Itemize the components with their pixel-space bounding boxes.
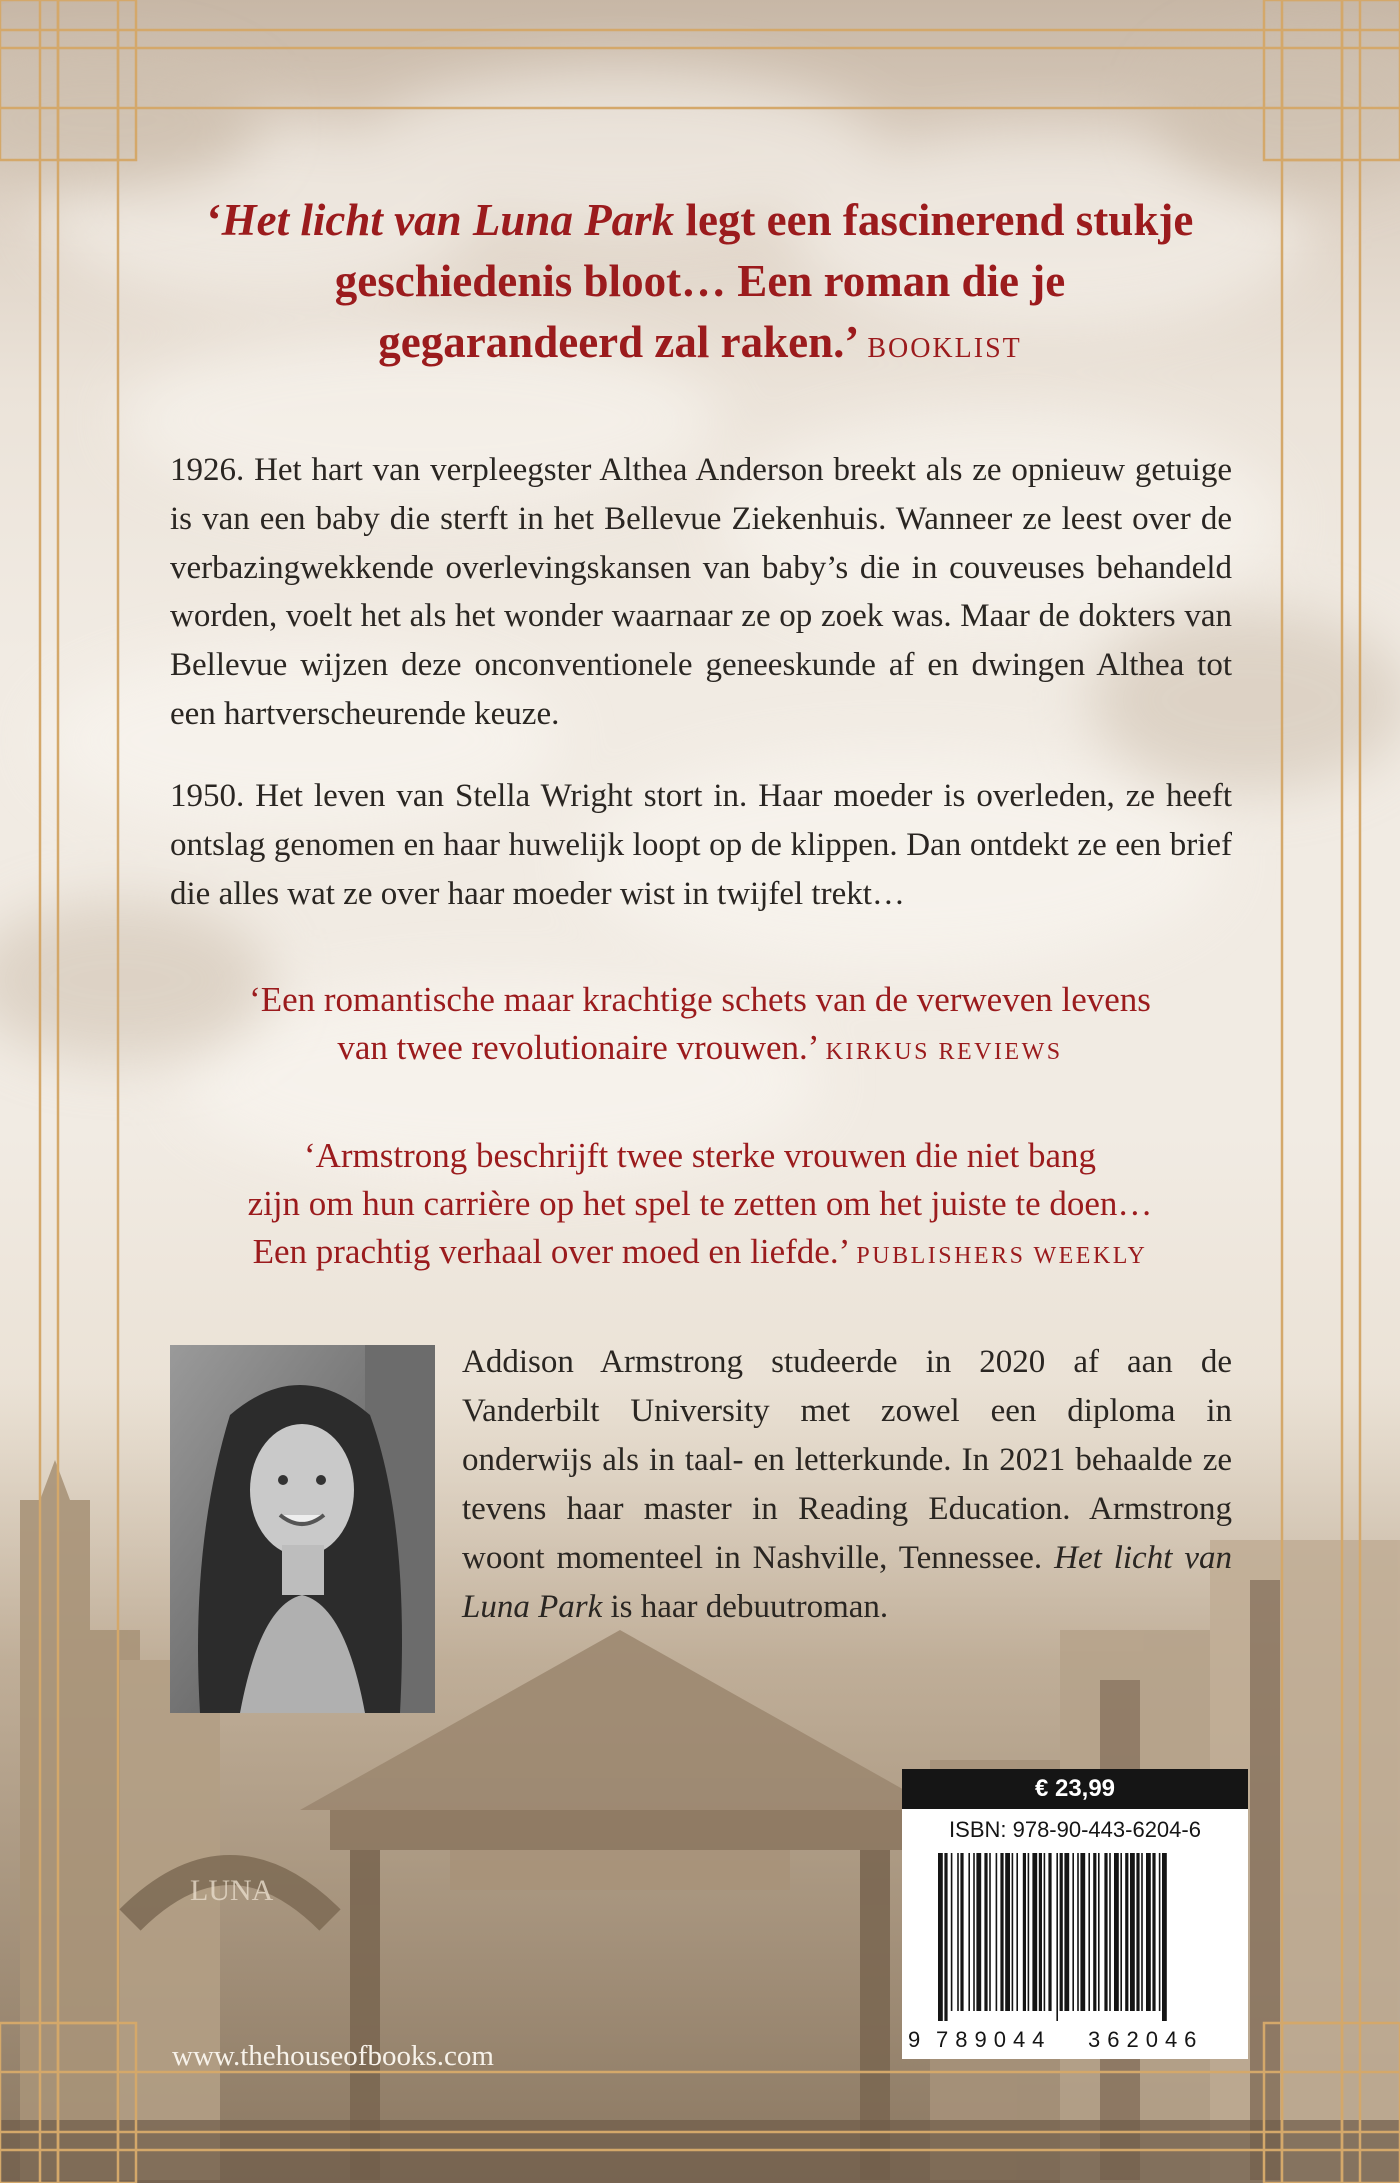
author-bio [462, 1338, 1232, 1632]
barcode-bar [1060, 1853, 1063, 2011]
barcode-bar [1125, 1853, 1128, 2011]
barcode-bar [968, 1853, 970, 2011]
barcode-bar [1104, 1853, 1107, 2011]
barcode-bar [1077, 1853, 1079, 2011]
pw-quote-line-2: zijn om hun carrière op het spel te zetten om het juiste te doen… [247, 1184, 1153, 1223]
barcode-bar [944, 1853, 947, 2021]
barcode-bar [1023, 1853, 1026, 2011]
barcode-icon [912, 1853, 1238, 2021]
kirkus-review-quote [160, 976, 1240, 1076]
barcode-bar [1136, 1853, 1139, 2011]
barcode-bar [1000, 1853, 1003, 2011]
barcode-bar [1032, 1853, 1037, 2011]
quote-book-title: Het licht van Luna Park [221, 195, 675, 245]
barcode-bar [1146, 1853, 1151, 2011]
barcode-bar [976, 1853, 981, 2011]
bio-text-a: Addison Armstrong studeerde in 2020 af aan de Vanderbilt University met zowel een diploma in onderwijs als in taal- en letterkunde. In 2021 behaalde ze tevens haar master in Reading Education. Armstrong woont momenteel in Nashville, Tennessee. [462, 1344, 1232, 1576]
barcode-bar [1152, 1853, 1155, 2011]
barcode-bar [1098, 1853, 1100, 2011]
bio-text-b: is haar debuutroman. [602, 1589, 889, 1625]
barcode-bar [960, 1853, 963, 2011]
blurb-paragraph-1950: 1950. Het leven van Stella Wright stort in. Haar moeder is overleden, ze heeft ontslag genomen en haar huwelijk loopt op de klippen. Dan ontdekt ze een brief die alles wat ze over haar moeder wist in twijfel trekt… [170, 778, 1232, 912]
barcode-bar [1072, 1853, 1074, 2011]
barcode-bar [1088, 1853, 1090, 2011]
barcode-bar [989, 1853, 991, 2011]
barcode-bar [1012, 1853, 1014, 2011]
quote-source-publishers-weekly: PUBLISHERS WEEKLY [856, 1243, 1148, 1269]
quote-open-mark: ‘ [206, 195, 222, 245]
barcode-digits-right: 362046 [1088, 2027, 1204, 2052]
barcode-bar [938, 1853, 943, 2021]
publishers-weekly-review-quote [160, 1132, 1240, 1280]
barcode-digits-left: 789044 [936, 2027, 1052, 2052]
publisher-website: www.thehouseofbooks.com [172, 2040, 494, 2072]
barcode-bar [1056, 1853, 1058, 2021]
kirkus-quote-line-1: ‘Een romantische maar krachtige schets van de verweven levens [249, 980, 1151, 1019]
barcode-bar [951, 1853, 953, 2011]
barcode-bar [1028, 1853, 1030, 2011]
barcode-bar [1141, 1853, 1143, 2011]
barcode-bar [1114, 1853, 1119, 2011]
barcode-bar [1064, 1853, 1069, 2011]
isbn-label: ISBN: 978-90-443-6204-6 [949, 1817, 1201, 1842]
barcode-bar [957, 1853, 959, 2011]
quote-text: legt een fascinerend stukje geschiedenis bloot… Een roman die je gegarandeerd zal raken.’ [334, 195, 1194, 367]
barcode-bar [984, 1853, 987, 2011]
top-review-quote [200, 190, 1200, 379]
barcode-bar [1039, 1853, 1042, 2011]
quote-source-booklist: BOOKLIST [867, 333, 1022, 364]
barcode-bar [996, 1853, 998, 2011]
barcode-bar [973, 1853, 975, 2011]
barcode-bar [1130, 1853, 1135, 2011]
blurb-paragraph-1926: 1926. Het hart van verpleegster Althea Anderson breekt als ze opnieuw getuige is van een baby die sterft in het Bellevue Ziekenhuis. Wanneer ze leest over de verbazingwekkende overlevingskansen van baby’s die in couveuses behandeld worden, voelt het als het wonder waarnaar ze op zoek was. Maar de dokters van Bellevue wijzen deze onconventionele geneeskunde af en dwingen Althea tot een hartverscheurende keuze. [170, 452, 1232, 732]
barcode-bar [1120, 1853, 1122, 2011]
svg-text:LUNA: LUNA [190, 1874, 274, 1907]
price-label: € 23,99 [902, 1769, 1248, 1809]
quote-source-kirkus: KIRKUS REVIEWS [825, 1039, 1063, 1065]
barcode-bar [1080, 1853, 1085, 2011]
barcode-panel [902, 1769, 1248, 2059]
barcode-bar [1159, 1853, 1161, 2011]
barcode-bar [1044, 1853, 1046, 2011]
barcode-bar [1016, 1853, 1018, 2011]
barcode-bar [1048, 1853, 1051, 2011]
barcode-digit-first: 9 [908, 2027, 921, 2052]
barcode-bar [1093, 1853, 1096, 2011]
barcode-bar [1005, 1853, 1010, 2011]
barcode-bar [1162, 1853, 1167, 2021]
barcode-bar [1109, 1853, 1111, 2011]
pw-quote-line-3: Een prachtig verhaal over moed en liefde.’ [252, 1232, 857, 1271]
bio-book-title: Het licht van Luna Park [462, 1540, 1232, 1625]
pw-quote-line-1: ‘Armstrong beschrijft twee sterke vrouwen die niet bang [303, 1136, 1097, 1175]
author-photo [170, 1345, 435, 1713]
kirkus-quote-line-2: van twee revolutionaire vrouwen.’ [337, 1028, 826, 1067]
